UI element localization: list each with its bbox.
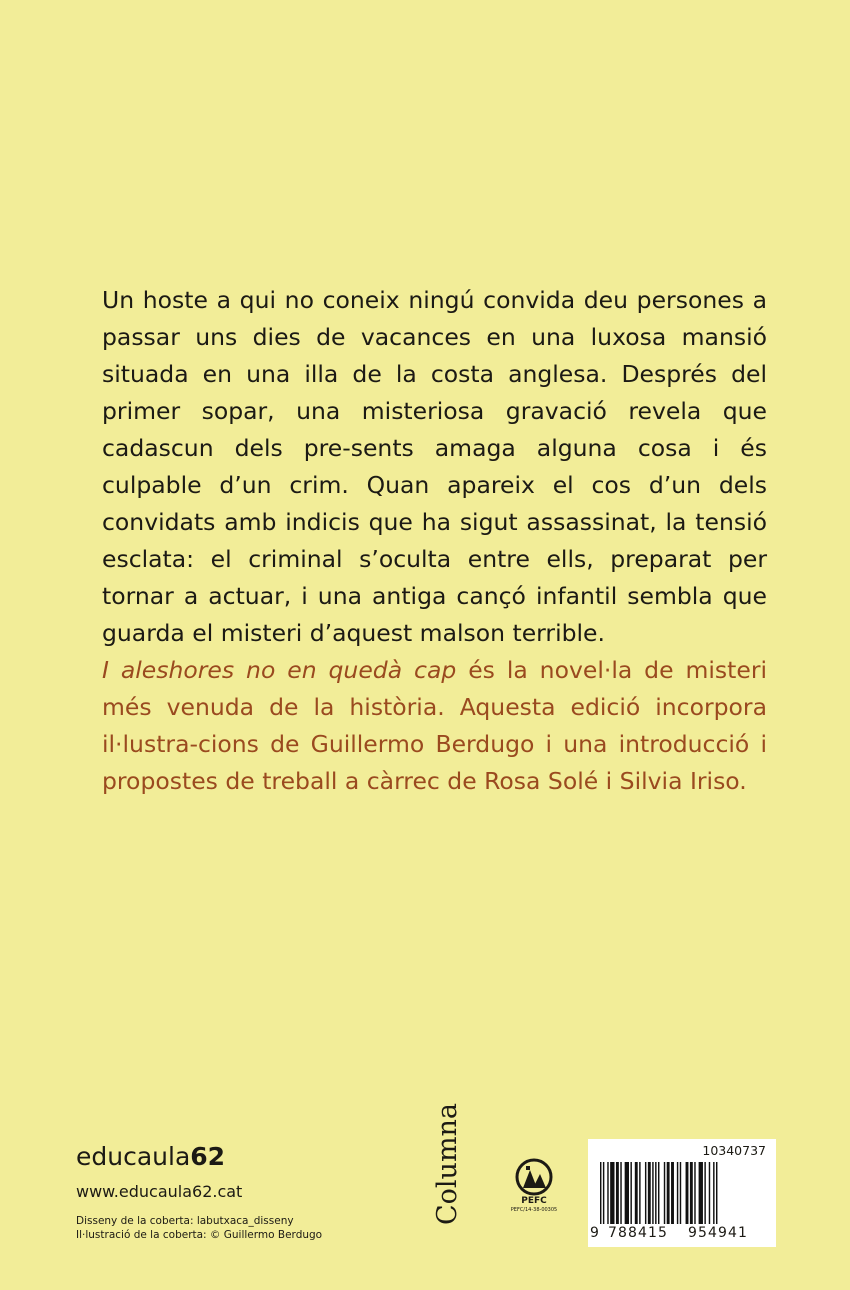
barcode-bar [600, 1162, 601, 1224]
barcode-bar [652, 1162, 653, 1224]
blurb-paragraph-synopsis: Un hoste a qui no coneix ningú convida deu persones a passar uns dies de vacances en una luxosa mansió situada en una illa de la costa anglesa. Després del primer sopar, una misteriosa gravació revela que cadascun dels pre-sents amaga alguna cosa i és culpable d’un crim. Quan apareix el cos d’un dels convidats amb indicis que ha sigut assassinat, la tensió esclata: el criminal s’oculta entre ells, preparat per tornar a actuar, i una antiga cançó infantil sembla que guarda el misteri d’aquest malson terrible. [102, 286, 767, 647]
barcode-bar [645, 1162, 646, 1224]
barcode-bar [635, 1162, 638, 1224]
edition-description: és la novel·la de misteri més venuda de la història. Aquesta edició incorpora il·lustra-cions de Guillermo Berdugo i una introducció i propostes de treball a càrrec de Rosa Solé i Silvia Iriso. [102, 656, 768, 795]
brand-suffix: 62 [190, 1142, 226, 1171]
barcode-bar [667, 1162, 670, 1224]
barcode-bar [694, 1162, 695, 1224]
barcode-bar [630, 1162, 631, 1224]
barcode-bar [625, 1162, 629, 1224]
brand-prefix: educaula [76, 1142, 191, 1171]
barcode-bar [686, 1162, 689, 1224]
barcode-bar [639, 1162, 640, 1224]
barcode-bar [603, 1162, 604, 1224]
website-url: www.educaula62.cat [76, 1182, 243, 1201]
cover-illustration-credit: Il·lustració de la coberta: © Guillermo Berdugo [76, 1229, 323, 1241]
barcode-bar [699, 1162, 703, 1224]
barcode-bar [658, 1162, 659, 1224]
barcode-bar [677, 1162, 678, 1224]
pefc-code: PEFC/14-38-00305 [510, 1207, 558, 1213]
cover-design-credit: Disseny de la coberta: labutxaca_disseny [76, 1215, 294, 1227]
barcode-bar [713, 1162, 714, 1224]
barcode-bar [690, 1162, 693, 1224]
pefc-certification [508, 1158, 560, 1214]
barcode-bar [716, 1162, 717, 1224]
publisher-logo: Columna [432, 1102, 463, 1225]
educaula-logo [76, 1142, 225, 1172]
isbn-barcode [588, 1139, 776, 1247]
barcode-bar [664, 1162, 665, 1224]
barcode-bar [607, 1162, 608, 1224]
barcode-reference-number: 10340737 [702, 1143, 766, 1158]
barcode-digit-group-1: 788415 [608, 1225, 669, 1241]
pefc-label: PEFC [521, 1196, 547, 1206]
barcode-lead-digit: 9 [590, 1225, 599, 1241]
barcode-bar [648, 1162, 651, 1224]
barcode-bar [671, 1162, 674, 1224]
barcode-bar [709, 1162, 710, 1224]
book-title-italic: I aleshores no en quedà cap [102, 656, 457, 684]
barcode-bar [620, 1162, 621, 1224]
barcode-icon [600, 1162, 764, 1224]
barcode-bar [616, 1162, 619, 1224]
barcode-bar [704, 1162, 705, 1224]
barcode-digit-group-2: 954941 [688, 1225, 749, 1241]
barcode-bar [680, 1162, 681, 1224]
blurb-paragraph-edition [102, 652, 767, 800]
pefc-tree-logo-icon [515, 1158, 553, 1196]
barcode-bar [610, 1162, 614, 1224]
barcode-bar [655, 1162, 656, 1224]
